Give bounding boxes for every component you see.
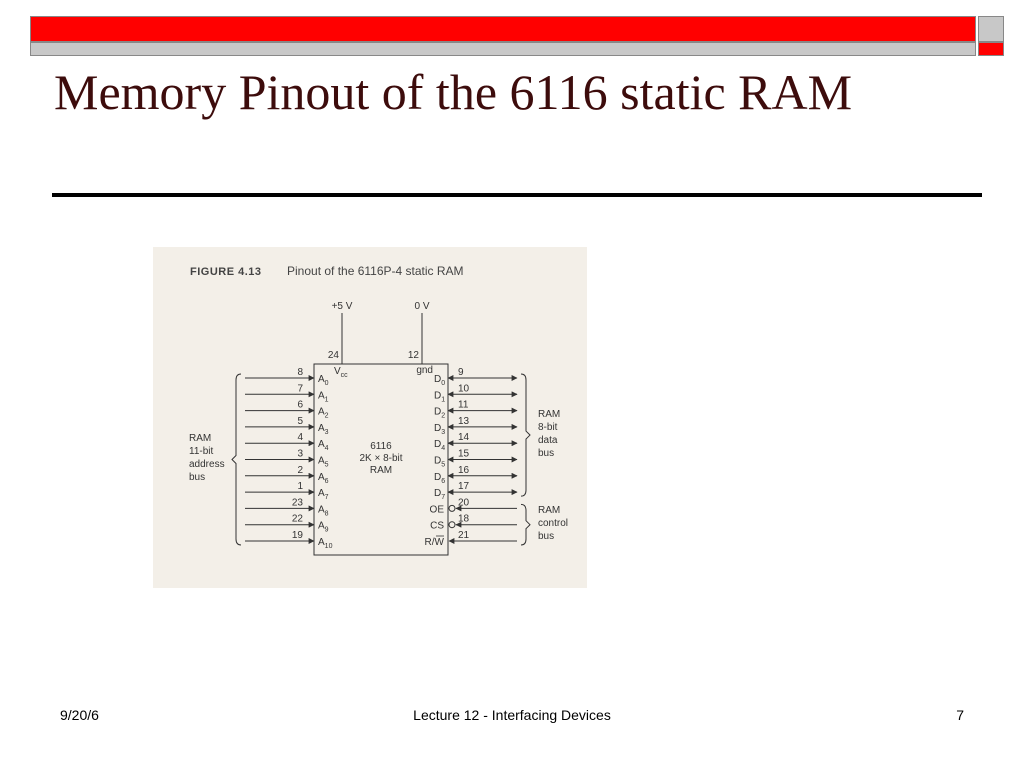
address-pin-number: 6 bbox=[297, 399, 303, 411]
active-low-bubble bbox=[449, 522, 455, 528]
control-bus-label: RAM bbox=[538, 505, 561, 516]
control-pin-number: 18 bbox=[458, 513, 470, 525]
data-pin-name: $D_2$ bbox=[434, 406, 446, 420]
address-pin-name: $A_3$ bbox=[318, 422, 329, 436]
data-pin-number: 9 bbox=[458, 367, 464, 378]
address-bus-label: address bbox=[189, 459, 225, 470]
address-pin-name: $A_0$ bbox=[318, 374, 329, 387]
title-underline bbox=[52, 193, 982, 197]
footer-lecture-title: Lecture 12 - Interfacing Devices bbox=[413, 707, 611, 723]
address-pin-name: $A_{10}$ bbox=[318, 537, 333, 550]
address-pin-name: $A_5$ bbox=[318, 455, 329, 469]
address-pin-number: 1 bbox=[297, 481, 303, 493]
header-gray-bar bbox=[30, 42, 976, 56]
address-bus-label: 11-bit bbox=[189, 446, 214, 457]
address-pin-name: $A_9$ bbox=[318, 520, 329, 534]
pinout-figure bbox=[153, 247, 587, 588]
slide-title: Memory Pinout of the 6116 static RAM bbox=[54, 64, 853, 120]
control-bus-label: bus bbox=[538, 531, 555, 542]
data-bus-brace bbox=[521, 374, 530, 496]
data-pin-number: 13 bbox=[458, 415, 470, 427]
address-pin-number: 8 bbox=[297, 367, 303, 378]
data-bus-label: data bbox=[538, 435, 558, 446]
address-bus-label: RAM bbox=[189, 433, 212, 444]
chip-part-number: 6116 bbox=[370, 441, 392, 452]
address-pin-number: 23 bbox=[291, 497, 303, 509]
control-pin-number: 20 bbox=[458, 497, 470, 509]
control-pin-name: R/W bbox=[424, 537, 444, 548]
data-bus-label: bus bbox=[538, 448, 555, 459]
footer-page-number: 7 bbox=[956, 707, 964, 723]
address-pin-number: 2 bbox=[297, 464, 303, 476]
vcc-pin-number: 24 bbox=[327, 350, 339, 361]
gnd-pin-name: gnd bbox=[416, 365, 433, 376]
data-pin-number: 15 bbox=[458, 448, 470, 460]
gnd-pin-number: 12 bbox=[407, 350, 419, 361]
data-pin-name: $D_0$ bbox=[434, 374, 446, 387]
chip-organization: 2K × 8-bit bbox=[359, 453, 403, 464]
address-pin-number: 7 bbox=[297, 383, 303, 395]
figure-label: FIGURE 4.13 bbox=[190, 266, 262, 278]
control-bus-label: control bbox=[538, 518, 569, 529]
address-pin-name: $A_6$ bbox=[318, 471, 329, 485]
address-pin-name: $A_4$ bbox=[318, 439, 329, 453]
data-bus-label: RAM bbox=[538, 409, 561, 420]
address-pin-number: 22 bbox=[291, 513, 303, 525]
address-bus-brace bbox=[232, 374, 241, 545]
data-pin-number: 14 bbox=[458, 432, 470, 444]
footer-date: 9/20/6 bbox=[60, 707, 99, 723]
data-pin-name: $D_3$ bbox=[434, 422, 446, 436]
address-pin-number: 3 bbox=[297, 448, 303, 460]
data-pin-number: 10 bbox=[458, 383, 470, 395]
data-pin-name: $D_4$ bbox=[434, 439, 446, 453]
vcc-supply-label: +5 V bbox=[331, 301, 353, 312]
address-pin-name: $A_7$ bbox=[318, 488, 329, 502]
data-pin-name: $D_6$ bbox=[434, 471, 446, 485]
address-pin-number: 19 bbox=[291, 530, 303, 541]
control-pin-name: OE bbox=[429, 504, 444, 516]
data-bus-label: 8-bit bbox=[538, 422, 558, 433]
data-pin-name: $D_5$ bbox=[434, 455, 446, 469]
figure-caption: Pinout of the 6116P-4 static RAM bbox=[287, 264, 464, 278]
control-bus-brace bbox=[521, 504, 530, 545]
chip-type: RAM bbox=[369, 465, 393, 476]
address-pin-name: $A_1$ bbox=[318, 390, 329, 404]
address-pin-name: $A_2$ bbox=[318, 406, 329, 420]
header-corner-gray-block bbox=[978, 16, 1004, 42]
control-pin-name: CS bbox=[430, 520, 444, 532]
data-pin-number: 16 bbox=[458, 464, 470, 476]
header-red-bar bbox=[30, 16, 976, 42]
vcc-pin-name: $V_{cc}$ bbox=[334, 366, 348, 379]
data-pin-name: $D_7$ bbox=[434, 488, 446, 502]
address-bus-label: bus bbox=[189, 472, 206, 483]
control-pin-number: 21 bbox=[458, 530, 470, 541]
pinout-diagram bbox=[153, 247, 587, 588]
address-pin-number: 4 bbox=[297, 432, 303, 444]
data-pin-name: $D_1$ bbox=[434, 390, 446, 404]
data-pin-number: 17 bbox=[458, 481, 470, 493]
active-low-bubble bbox=[449, 505, 455, 511]
address-pin-number: 5 bbox=[297, 415, 303, 427]
header-corner-red-block bbox=[978, 42, 1004, 56]
data-pin-number: 11 bbox=[458, 399, 469, 411]
address-pin-name: $A_8$ bbox=[318, 504, 329, 518]
gnd-supply-label: 0 V bbox=[414, 301, 430, 312]
